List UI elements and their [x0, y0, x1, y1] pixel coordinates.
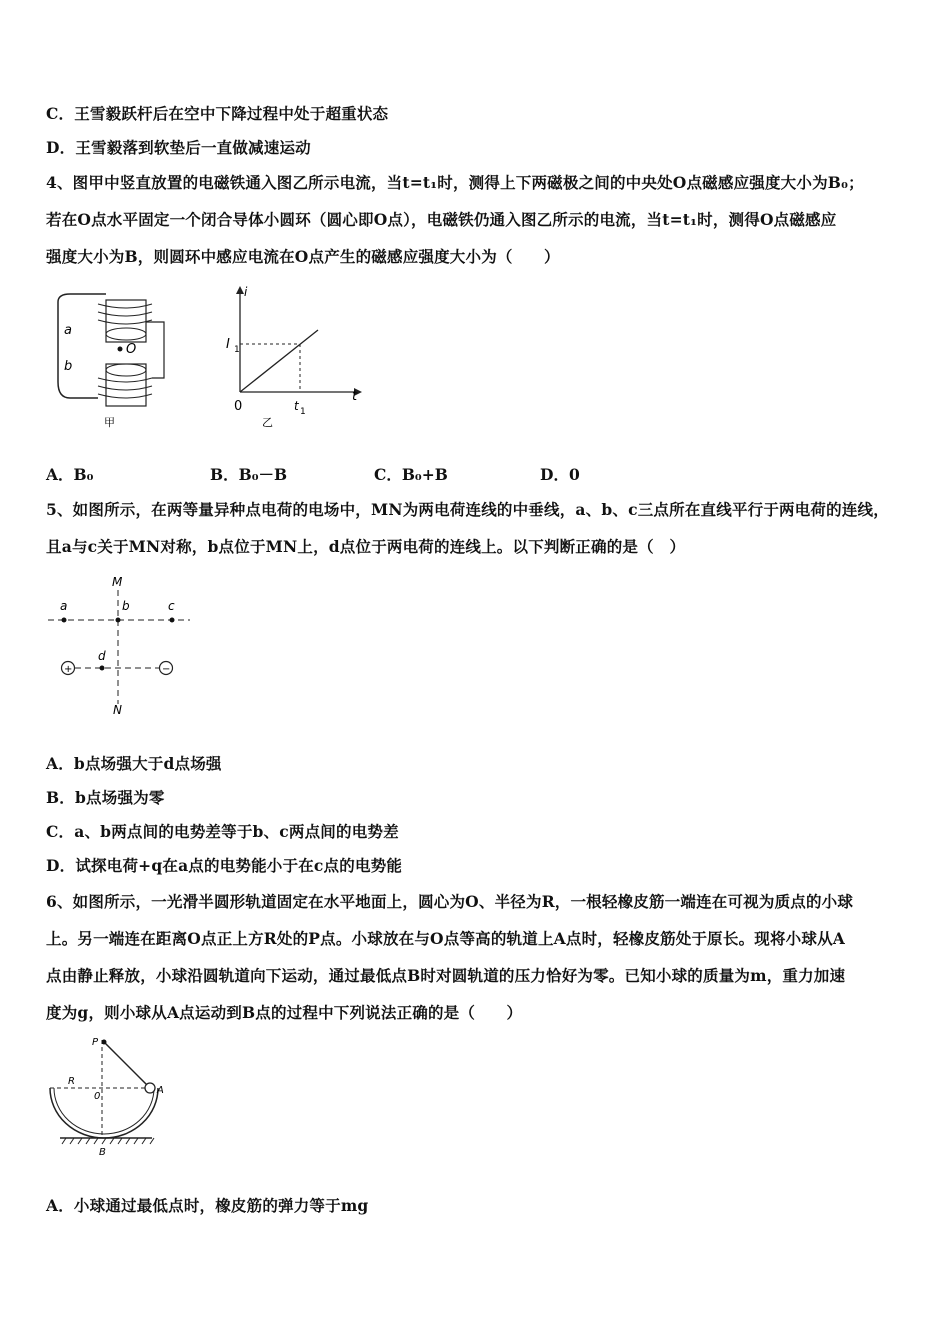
- q5-stem-line2: 且a与c关于MN对称，b点位于MN上，d点位于两电荷的连线上。以下判断正确的是（ ）: [46, 537, 686, 556]
- q6-label-o: 0: [94, 1091, 101, 1102]
- q5-label-m: M: [112, 575, 123, 589]
- q5-stem-line1: 5、如图所示，在两等量异种点电荷的电场中，MN为两电荷连线的中垂线，a、b、c三点所在直线平行于两电荷的连线，: [46, 500, 889, 519]
- q4-graph-label-t: t: [352, 389, 358, 404]
- q5-plus-sign: +: [64, 664, 73, 675]
- q5-option-a: A．b点场强大于d点场强: [46, 754, 222, 773]
- q4-option-b: B．B₀－B: [210, 465, 288, 484]
- q6-option-a: A．小球通过最低点时，橡皮筋的弹力等于mg: [46, 1196, 369, 1215]
- q4-figure-current-graph: [222, 282, 367, 432]
- q4-fig-caption-jia: 甲: [104, 416, 115, 429]
- q5-option-c: C．a、b两点间的电势差等于b、c两点间的电势差: [46, 822, 399, 841]
- q6-stem-line2: 上。另一端连在距离O点正上方R处的P点。小球放在与O点等高的轨道上A点时，轻橡皮筋处于原长。现将小球从A: [46, 929, 845, 948]
- q5-option-b: B．b点场强为零: [46, 788, 165, 807]
- q5-label-d: d: [98, 649, 106, 663]
- q4-stem-line2: 若在O点水平固定一个闭合导体小圆环（圆心即O点），电磁铁仍通入图乙所示的电流，当t=t₁时，测得O点磁感应: [46, 210, 837, 229]
- q4-graph-label-I-sub: 1: [234, 345, 240, 355]
- q4-option-d: D．0: [540, 465, 580, 484]
- q4-graph-label-I: I: [226, 337, 230, 352]
- q5-label-n: N: [113, 703, 122, 717]
- q5-label-a: a: [60, 599, 68, 613]
- q5-label-c: c: [168, 599, 175, 613]
- q4-stem-line1: 4、图甲中竖直放置的电磁铁通入图乙所示电流，当t=t₁时，测得上下两磁极之间的中央处O点磁感应强度大小为B₀；: [46, 173, 864, 192]
- q5-minus-sign: −: [162, 664, 171, 675]
- q6-label-b: B: [99, 1147, 106, 1158]
- q6-stem-line4: 度为g，则小球从A点运动到B点的过程中下列说法正确的是（ ）: [46, 1003, 523, 1022]
- q4-option-c: C．B₀+B: [374, 465, 448, 484]
- q4-graph-label-i: i: [244, 285, 248, 299]
- q4-fig-label-a: a: [64, 323, 72, 338]
- q4-fig-caption-yi: 乙: [262, 416, 273, 429]
- q5-figure-charges: [48, 572, 198, 720]
- q4-graph-label-t1-sub: 1: [300, 407, 306, 417]
- q4-fig-label-b: b: [64, 359, 73, 374]
- q6-ball: [145, 1083, 155, 1093]
- q4-figure-electromagnet: [48, 282, 178, 432]
- q3-option-d: D．王雪毅落到软垫后一直做减速运动: [46, 138, 311, 157]
- q3-option-c: C．王雪毅跃杆后在空中下降过程中处于超重状态: [46, 104, 389, 123]
- q4-stem-line3: 强度大小为B，则圆环中感应电流在O点产生的磁感应强度大小为（ ）: [46, 247, 560, 266]
- q6-figure-track: [46, 1032, 186, 1162]
- q6-stem-line1: 6、如图所示，一光滑半圆形轨道固定在水平地面上，圆心为O、半径为R，一根轻橡皮筋一端连在可视为质点的小球: [46, 892, 854, 911]
- q6-label-r: R: [68, 1076, 75, 1087]
- q6-stem-line3: 点由静止释放，小球沿圆轨道向下运动，通过最低点B时对圆轨道的压力恰好为零。已知小球的质量为m，重力加速: [46, 966, 846, 985]
- q5-label-b: b: [122, 599, 130, 613]
- q4-graph-label-t1: t: [294, 399, 299, 413]
- q4-graph-label-origin: 0: [234, 399, 243, 414]
- q6-label-a: A: [157, 1085, 164, 1096]
- q5-option-d: D．试探电荷+q在a点的电势能小于在c点的电势能: [46, 856, 403, 875]
- q4-fig-label-o: O: [126, 342, 137, 357]
- q4-option-a: A．B₀: [46, 465, 94, 484]
- q6-label-p: P: [92, 1037, 99, 1048]
